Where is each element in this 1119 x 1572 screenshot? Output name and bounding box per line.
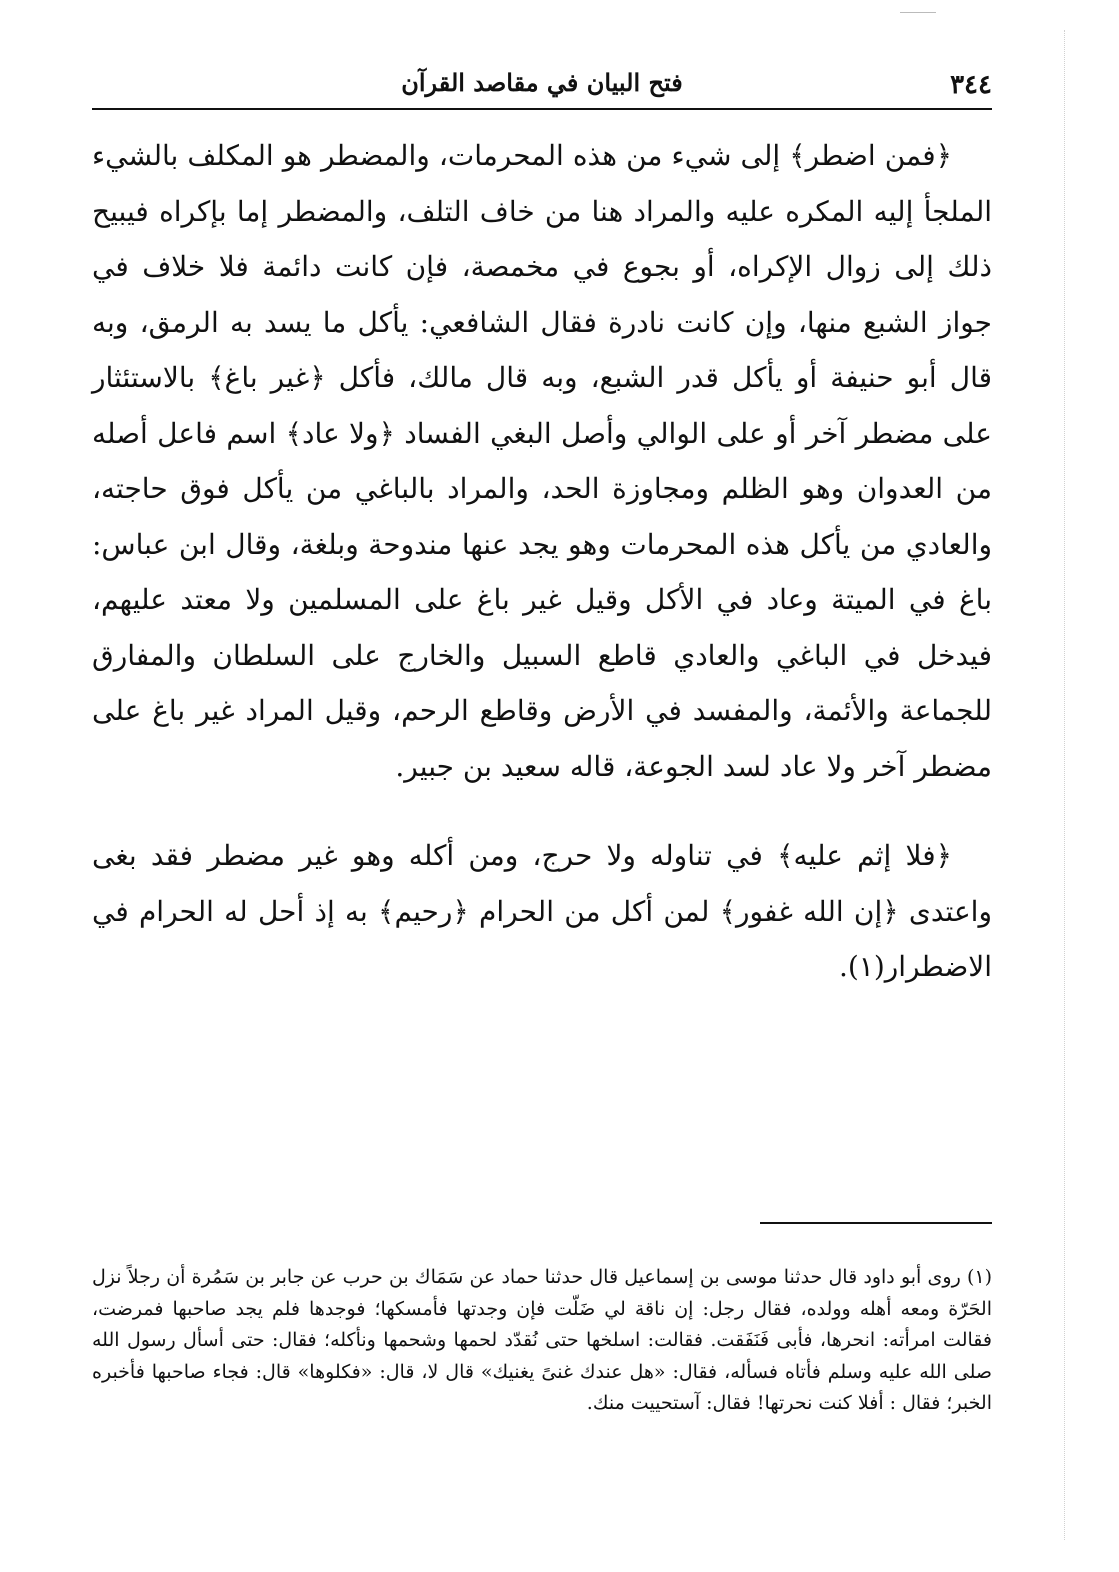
page-header	[92, 62, 992, 106]
main-text	[92, 128, 992, 995]
footnote-divider	[760, 1222, 992, 1224]
paragraph-1: ﴿فمن اضطر﴾ إلى شيء من هذه المحرمات، والمضطر هو المكلف بالشيء الملجأ إليه المكره عليه والمراد هنا من خاف التلف، والمضطر إما بإكراه فيبيح ذلك إلى زوال الإكراه، أو بجوع في مخمصة، فإن كانت دائمة فلا خلاف في جواز الشبع منها، وإن كانت نادرة فقال الشافعي: يأكل ما يسد به الرمق، وبه قال أبو حنيفة أو يأكل قدر الشبع، وبه قال مالك، فأكل ﴿غير باغ﴾ بالاستئثار على مضطر آخر أو على الوالي وأصل البغي الفساد ﴿ولا عاد﴾ اسم فاعل أصله من العدوان وهو الظلم ومجاوزة الحد، والمراد بالباغي من يأكل فوق حاجته، والعادي من يأكل هذه المحرمات وهو يجد عنها مندوحة وبلغة، وقال ابن عباس: باغ في الميتة وعاد في الأكل وقيل غير باغ على المسلمين ولا معتد عليهم، فيدخل في الباغي والعادي قاطع السبيل والخارج على السلطان والمفارق للجماعة والأئمة، والمفسد في الأرض وقاطع الرحم، وقيل المراد غير باغ على مضطر آخر ولا عاد لسد الجوعة، قاله سعيد بن جبير.	[92, 139, 992, 783]
page-number: ٣٤٤	[950, 70, 992, 100]
footnote-text: (١) روى أبو داود قال حدثنا موسى بن إسماعيل قال حدثنا حماد عن سَمَاك بن حرب عن جابر بن سَمُرة أن رجلاً نزل الحَرّة ومعه أهله وولده، فقال رجل: إن ناقة لي ضَلّت فإن وجدتها فأمسكها؛ فوجدها فلم يجد صاحبها فمرضت، فقالت امرأته: انحرها، فأبى فَنَفَقت. فقالت: اسلخها حتى نُقدّد لحمها وشحمها ونأكله؛ فقال: حتى أسأل رسول الله صلى الله عليه وسلم فأتاه فسأله، فقال: «هل عندك غنىً يغنيك» قال لا، قال: «فكلوها» قال: فجاء صاحبها فأخبره الخبر؛ فقال : أفلا كنت نحرتها! فقال: آستحييت منك.	[92, 1266, 992, 1414]
paragraph-2: ﴿فلا إثم عليه﴾ في تناوله ولا حرج، ومن أكله وهو غير مضطر فقد بغى واعتدى ﴿إن الله غفور﴾ لمن أكل من الحرام ﴿رحيم﴾ به إذ أحل له الحرام في الاضطرار(١).	[92, 839, 992, 983]
scan-edge-guide	[1064, 30, 1065, 1540]
header-divider	[92, 108, 992, 110]
scan-margin-mark	[900, 12, 936, 13]
running-title: فتح البيان في مقاصد القرآن	[401, 68, 683, 97]
footnote	[92, 1262, 992, 1420]
